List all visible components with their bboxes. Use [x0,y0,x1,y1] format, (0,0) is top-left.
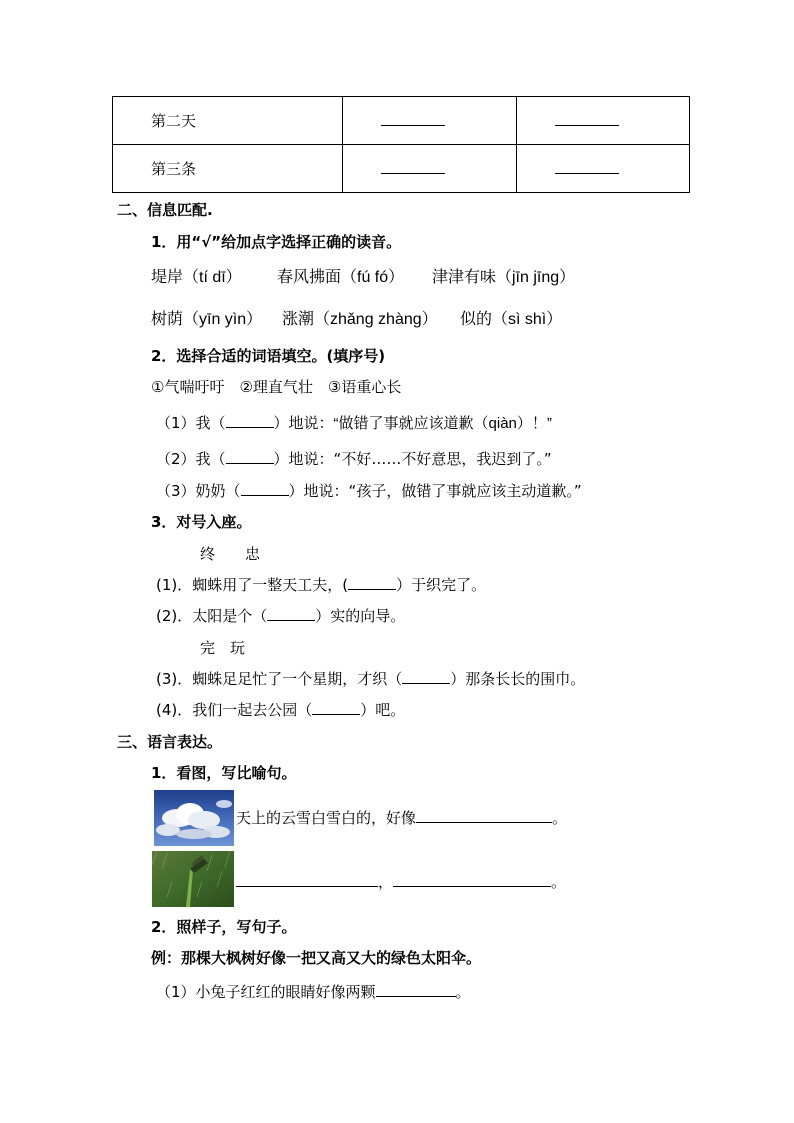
fill-item [156,449,552,469]
fill-blank[interactable] [226,413,274,428]
cloud-sky-image [154,790,234,846]
fill-item-prefix: (1)．蜘蛛用了一整天工夫，( [156,576,349,594]
q3-title: 3．对号入座。 [151,513,252,531]
answer-blank[interactable] [555,159,619,174]
pinyin-choice[interactable]: 涨潮（zhǎng zhàng） [282,311,438,328]
fill-item [156,575,486,595]
fill-item-prefix: （2）我（ [156,450,226,468]
fill-blank[interactable] [348,575,396,590]
simile-prefix: 天上的云雪白雪白的，好像 [236,809,417,827]
section2-heading: 二、信息匹配. [117,201,213,219]
table-cell-blank[interactable] [516,145,690,193]
fill-item-prefix: （3）奶奶（ [156,482,241,500]
pinyin-choice[interactable]: 津津有味（jīn jīng） [432,269,576,286]
fill-blank[interactable] [402,669,450,684]
fill-item-suffix: ）地说：“不好……不好意思，我迟到了。” [273,450,552,468]
fill-item [156,669,585,689]
section3-heading: 三、语言表达。 [117,733,223,751]
fill-item-suffix: ）于织完了。 [396,576,487,594]
table-cell-label: 第二天 [113,97,343,145]
fill-item-suffix: ）那条长长的围巾。 [450,670,586,688]
q2-title: 2．选择合适的词语填空。(填序号) [151,347,386,365]
answer-blank[interactable] [555,111,619,126]
fill-item [156,481,582,501]
fill-blank[interactable] [393,872,551,887]
pinyin-choice[interactable]: 堤岸（tí dī） [151,269,242,286]
table-cell-blank[interactable] [343,145,517,193]
simile-suffix: 。 [552,809,568,827]
pinyin-choice[interactable]: 似的（sì shì） [460,311,563,328]
fill-blank[interactable] [376,982,456,997]
fill-item-prefix: (3)．蜘蛛足足忙了一个星期，才织（ [156,670,403,688]
table-cell-blank[interactable] [343,97,517,145]
word-pair: 终 忠 [200,545,261,563]
fill-item-suffix: ）地说：“孩子，做错了事就应该主动道歉。” [288,482,582,500]
fill-item [156,606,405,626]
answer-blank[interactable] [381,111,445,126]
pinyin-choice[interactable]: 春风拂面（fú fó） [277,269,405,286]
fill-blank[interactable] [416,808,552,823]
fill-blank[interactable] [236,872,378,887]
example-sentence: 例：那棵大枫树好像一把又高又大的绿色太阳伞。 [151,949,482,967]
table-row [113,145,690,193]
fill-blank[interactable] [241,481,289,496]
answer-table [112,96,690,193]
fill-item-suffix: ）地说：“做错了事就应该道歉（qiàn）！” [273,415,552,432]
s3-q1-title: 1．看图，写比喻句。 [151,764,297,782]
word-options: ①气喘吁吁 ②理直气壮 ③语重心长 [151,378,402,396]
simile-suffix: 。 [551,873,567,891]
fill-blank[interactable] [226,449,274,464]
fill-item [156,700,405,720]
table-cell-label: 第三条 [113,145,343,193]
imitation-suffix: 。 [455,983,471,1001]
fill-item-suffix: ）实的向导。 [315,607,406,625]
answer-blank[interactable] [381,159,445,174]
simile-comma: ， [378,873,394,891]
simile-line-2 [236,872,566,892]
rain-grass-image [152,851,234,907]
fill-item-suffix: ）吧。 [360,701,406,719]
word-pair: 完 玩 [200,639,246,657]
imitation-prefix: （1）小兔子红红的眼睛好像两颗 [156,983,376,1001]
pinyin-choice[interactable]: 树荫（yīn yìn） [151,311,263,328]
s3-q2-title: 2．照样子，写句子。 [151,918,297,936]
q1-title: 1．用“√”给加点字选择正确的读音。 [151,233,402,251]
fill-item-prefix: （1）我（ [156,414,226,432]
fill-item-prefix: (2)．太阳是个（ [156,607,268,625]
simile-line-1 [236,808,567,828]
imitation-item [156,982,471,1002]
fill-item [156,413,552,434]
fill-item-prefix: (4)．我们一起去公园（ [156,701,313,719]
fill-blank[interactable] [267,606,315,621]
table-cell-blank[interactable] [516,97,690,145]
fill-blank[interactable] [312,700,360,715]
table-row [113,97,690,145]
